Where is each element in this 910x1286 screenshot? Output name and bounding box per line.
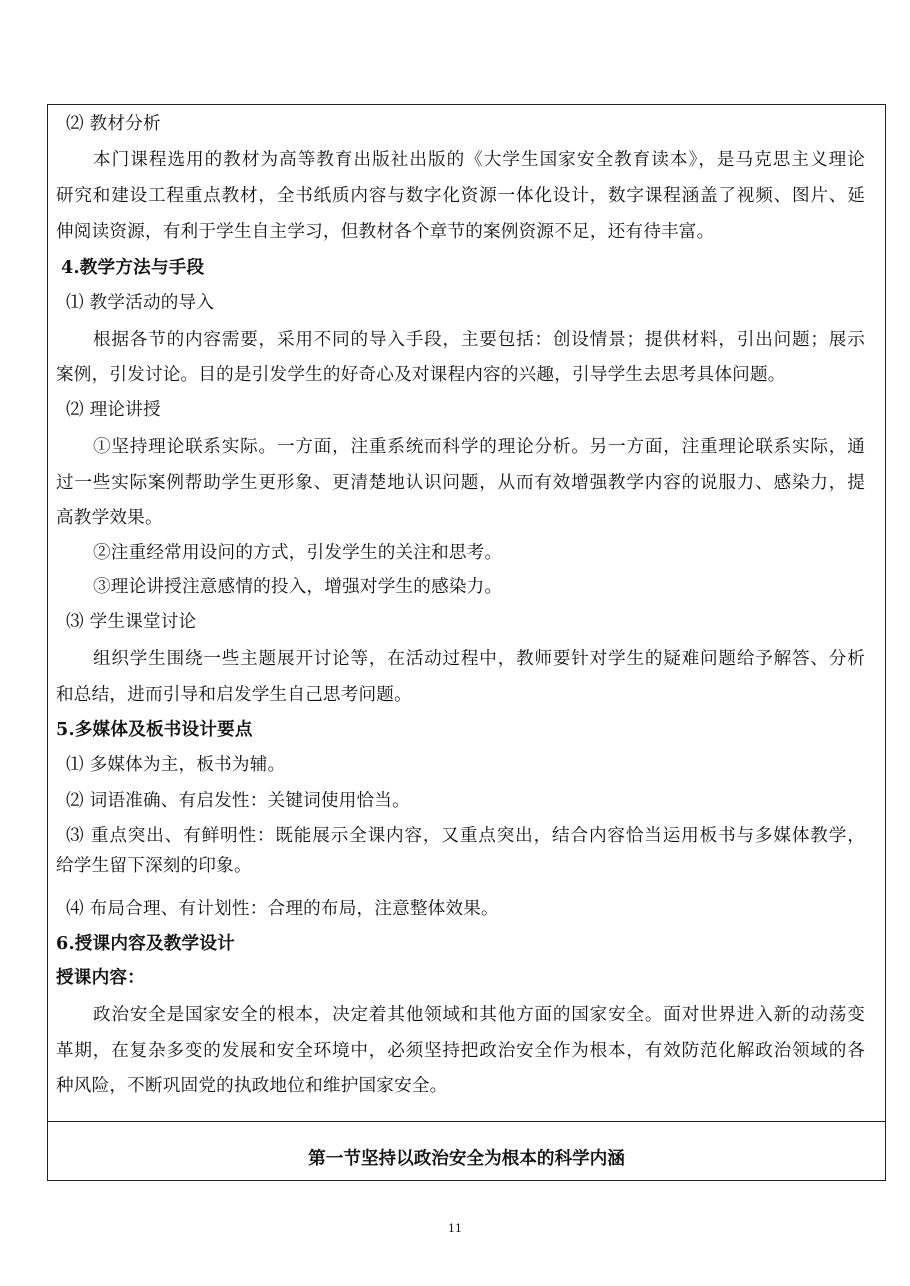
subheading-class-discussion: ⑶ 学生课堂讨论 — [66, 612, 197, 632]
paragraph-line: 政治安全是国家安全的根本，决定着其他领域和其他方面的国家安全。面对世界进入新的动荡变 — [93, 1005, 865, 1025]
paragraph-line: 案例，引发讨论。目的是引发学生的好奇心及对课程内容的兴趣，引导学生去思考具体问题。 — [56, 365, 786, 385]
list-item: ⑶ 重点突出、有鲜明性：既能展示全课内容，又重点突出，结合内容恰当运用板书与多媒体教学， — [66, 826, 865, 846]
paragraph-line: ①坚持理论联系实际。一方面，注重系统而科学的理论分析。另一方面，注重理论联系实际，通 — [93, 437, 865, 457]
paragraph-line: 过一些实际案例帮助学生更形象、更清楚地认识问题，从而有效增强教学内容的说服力、感染力，提 — [56, 473, 865, 493]
table-row-divider — [47, 1121, 886, 1122]
list-item: ⑵ 词语准确、有启发性：关键词使用恰当。 — [66, 791, 410, 811]
paragraph-line: ③理论讲授注意感情的投入，增强对学生的感染力。 — [93, 577, 503, 597]
paragraph-line: 本门课程选用的教材为高等教育出版社出版的《大学生国家安全教育读本》，是马克思主义理论 — [93, 150, 865, 170]
page-number: 11 — [448, 1222, 462, 1235]
list-item: ⑴ 多媒体为主，板书为辅。 — [66, 755, 286, 775]
list-item-continuation: 给学生留下深刻的印象。 — [56, 856, 252, 876]
paragraph-line: 组织学生围绕一些主题展开讨论等，在活动过程中，教师要针对学生的疑难问题给予解答、分析 — [93, 649, 865, 669]
subheading-textbook-analysis: ⑵ 教材分析 — [66, 114, 161, 134]
subheading-theory-teaching: ⑵ 理论讲授 — [66, 400, 161, 420]
paragraph-line: 研究和建设工程重点教材，全书纸质内容与数字化资源一体化设计，数字课程涵盖了视频、图片、延 — [56, 186, 865, 206]
paragraph-line: 根据各节的内容需要，采用不同的导入手段，主要包括：创设情景；提供材料，引出问题；展示 — [93, 330, 865, 350]
section-heading-multimedia: 5.多媒体及板书设计要点 — [56, 719, 253, 740]
subheading-activity-intro: ⑴ 教学活动的导入 — [66, 293, 215, 313]
section-title: 第一节坚持以政治安全为根本的科学内涵 — [308, 1148, 625, 1169]
paragraph-line: 伸阅读资源，有利于学生自主学习，但教材各个章节的案例资源不足，还有待丰富。 — [56, 222, 715, 242]
paragraph-line: 种风险，不断巩固党的执政地位和维护国家安全。 — [56, 1076, 448, 1096]
paragraph-line: ②注重经常用设问的方式，引发学生的关注和思考。 — [93, 543, 503, 563]
section-heading-teaching-methods: 4.教学方法与手段 — [61, 257, 205, 278]
paragraph-line: 革期，在复杂多变的发展和安全环境中，必须坚持把政治安全作为根本，有效防范化解政治领域的各 — [56, 1041, 865, 1061]
label-lesson-content: 授课内容： — [56, 967, 145, 988]
paragraph-line: 高教学效果。 — [56, 508, 163, 528]
section-heading-lesson-design: 6.授课内容及教学设计 — [56, 933, 235, 954]
paragraph-line: 和总结，进而引导和启发学生自己思考问题。 — [56, 685, 412, 705]
list-item: ⑷ 布局合理、有计划性：合理的布局，注意整体效果。 — [66, 899, 499, 919]
